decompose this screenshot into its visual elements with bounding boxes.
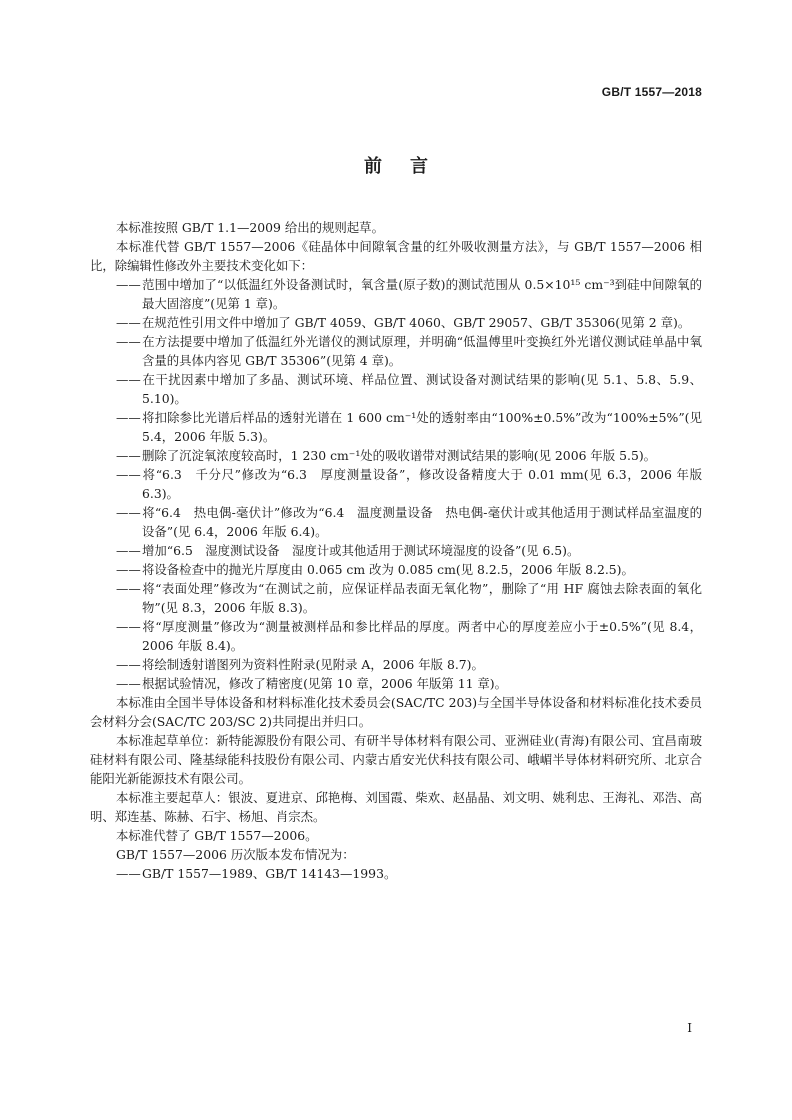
dash-bullet: —— xyxy=(116,619,141,634)
paragraph-text: 增加“6.5 湿度测试设备 湿度计或其他适用于测试环境湿度的设备”(见 6.5)。 xyxy=(142,543,580,558)
paragraph-text: 将“表面处理”修改为“在测试之前，应保证样品表面无氧化物”，删除了“用 HF 腐蚀去除表面的氧化物”(见 8.3，2006 年版 8.3)。 xyxy=(142,581,702,615)
dash-bullet: —— xyxy=(116,543,141,558)
change-list-item xyxy=(90,370,702,408)
paragraph-text: 本标准起草单位：新特能源股份有限公司、有研半导体材料有限公司、亚洲硅业(青海)有限公司、宜昌南玻硅材料有限公司、隆基绿能科技股份有限公司、内蒙古盾安光伏科技有限公司、峨嵋半导体材料研究所、北京合能阳光新能源技术有限公司。 xyxy=(90,733,702,786)
paragraph-text: 将扣除参比光谱后样品的透射光谱在 1 600 cm⁻¹处的透射率由“100%±0.5%”改为“100%±5%”(见 5.4，2006 年版 5.3)。 xyxy=(142,410,702,444)
paragraph-text: 在方法提要中增加了低温红外光谱仪的测试原理，并明确“低温傅里叶变换红外光谱仪测试硅单晶中氧含量的具体内容见 GB/T 35306”(见第 4 章)。 xyxy=(142,334,702,368)
dash-bullet: —— xyxy=(116,866,141,881)
change-list-item xyxy=(90,864,702,883)
paragraph-text: 本标准代替了 GB/T 1557—2006。 xyxy=(116,828,318,843)
standard-code-header: GB/T 1557—2018 xyxy=(601,85,702,99)
body-paragraph xyxy=(90,788,702,826)
paragraph-text: 本标准由全国半导体设备和材料标准化技术委员会(SAC/TC 203)与全国半导体设备和材料标准化技术委员会材料分会(SAC/TC 203/SC 2)共同提出并归口。 xyxy=(90,695,702,729)
change-list-item xyxy=(90,617,702,655)
body-paragraph xyxy=(90,237,702,275)
change-list-item xyxy=(90,655,702,674)
dash-bullet: —— xyxy=(116,315,141,330)
paragraph-text: GB/T 1557—2006 历次版本发布情况为： xyxy=(116,847,355,862)
dash-bullet: —— xyxy=(116,505,141,520)
dash-bullet: —— xyxy=(116,448,141,463)
page-title: 前言 xyxy=(364,156,456,177)
paragraph-text: 范围中增加了“以低温红外设备测试时，氧含量(原子数)的测试范围从 0.5×10¹⁵ cm⁻³到硅中间隙氧的最大固溶度”(见第 1 章)。 xyxy=(142,277,702,311)
change-list-item xyxy=(90,579,702,617)
dash-bullet: —— xyxy=(116,676,141,691)
paragraph-text: 在干扰因素中增加了多晶、测试环境、样品位置、测试设备对测试结果的影响(见 5.1、5.8、5.9、5.10)。 xyxy=(142,372,702,406)
dash-bullet: —— xyxy=(116,562,141,577)
body-paragraph xyxy=(90,731,702,788)
body-paragraph xyxy=(90,826,702,845)
paragraph-text: 将“厚度测量”修改为“测量被测样品和参比样品的厚度。两者中心的厚度差应小于±0.5%”(见 8.4，2006 年版 8.4)。 xyxy=(142,619,702,653)
paragraph-text: 将设备检查中的抛光片厚度由 0.065 cm 改为 0.085 cm(见 8.2.5，2006 年版 8.2.5)。 xyxy=(142,562,634,577)
body-paragraph xyxy=(90,218,702,237)
dash-bullet: —— xyxy=(116,372,141,387)
change-list-item xyxy=(90,275,702,313)
paragraph-text: GB/T 1557—1989、GB/T 14143—1993。 xyxy=(142,866,397,881)
change-list-item xyxy=(90,560,702,579)
paragraph-text: 在规范性引用文件中增加了 GB/T 4059、GB/T 4060、GB/T 29057、GB/T 35306(见第 2 章)。 xyxy=(142,315,691,330)
dash-bullet: —— xyxy=(116,410,141,425)
change-list-item xyxy=(90,332,702,370)
dash-bullet: —— xyxy=(116,467,141,482)
paragraph-text: 将“6.4 热电偶-毫伏计”修改为“6.4 温度测量设备 热电偶-毫伏计或其他适用于测试样品室温度的设备”(见 6.4，2006 年版 6.4)。 xyxy=(142,505,702,539)
dash-bullet: —— xyxy=(116,581,141,596)
dash-bullet: —— xyxy=(116,277,141,292)
change-list-item xyxy=(90,503,702,541)
body-paragraph xyxy=(90,693,702,731)
paragraph-text: 删除了沉淀氧浓度较高时，1 230 cm⁻¹处的吸收谱带对测试结果的影响(见 2006 年版 5.5)。 xyxy=(142,448,657,463)
body-paragraph xyxy=(90,845,702,864)
change-list-item xyxy=(90,541,702,560)
change-list-item xyxy=(90,408,702,446)
change-list-item xyxy=(90,313,702,332)
paragraph-text: 将“6.3 千分尺”修改为“6.3 厚度测量设备”，修改设备精度大于 0.01 mm(见 6.3，2006 年版 6.3)。 xyxy=(142,467,702,501)
change-list-item xyxy=(90,446,702,465)
paragraph-text: 本标准主要起草人：银波、夏进京、邱艳梅、刘国霞、柴欢、赵晶晶、刘文明、姚利忠、王海礼、邓浩、高明、郑连基、陈赫、石宇、杨旭、肖宗杰。 xyxy=(90,790,702,824)
paragraph-text: 根据试验情况，修改了精密度(见第 10 章，2006 年版第 11 章)。 xyxy=(142,676,508,691)
dash-bullet: —— xyxy=(116,657,141,672)
paragraph-text: 本标准按照 GB/T 1.1—2009 给出的规则起草。 xyxy=(116,220,384,235)
dash-bullet: —— xyxy=(116,334,141,349)
document-body xyxy=(90,218,702,883)
change-list-item xyxy=(90,674,702,693)
paragraph-text: 本标准代替 GB/T 1557—2006《硅晶体中间隙氧含量的红外吸收测量方法》，与 GB/T 1557—2006 相比，除编辑性修改外主要技术变化如下： xyxy=(90,239,702,273)
page-number: I xyxy=(687,1021,692,1035)
change-list-item xyxy=(90,465,702,503)
paragraph-text: 将绘制透射谱图列为资料性附录(见附录 A，2006 年版 8.7)。 xyxy=(142,657,484,672)
